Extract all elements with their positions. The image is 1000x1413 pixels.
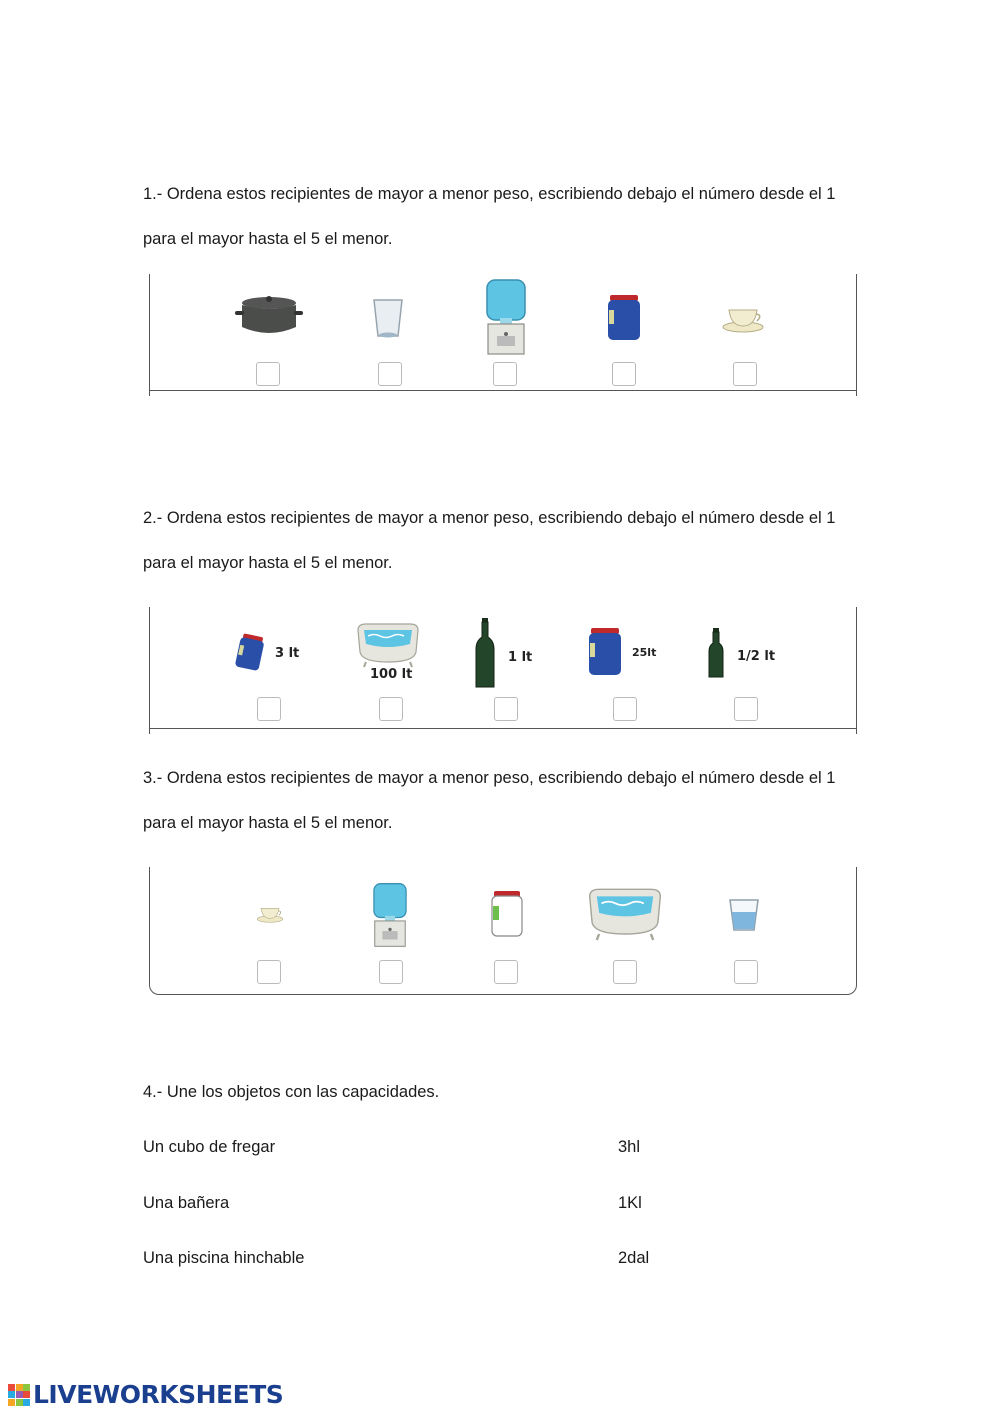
cup-icon [256,904,284,924]
answer-box-3-1[interactable] [257,960,281,984]
question-2 [143,496,863,586]
logo-text: LIVEWORKSHEETS [33,1380,284,1409]
answer-box-3-3[interactable] [494,960,518,984]
cup-icon [721,304,765,334]
question-1 [143,172,863,262]
question-1-line-1: 1.- Ordena estos recipientes de mayor a menor peso, escribiendo debajo el número desde el 1 [143,185,836,203]
jar-icon [587,627,623,677]
capacity-label-3lt: 3 lt [275,646,300,661]
object-label: Una bañera [143,1194,230,1212]
answer-box-1-5[interactable] [733,362,757,386]
answer-box-2-5[interactable] [734,697,758,721]
answer-box-2-3[interactable] [494,697,518,721]
capacity-label: 1Kl [618,1194,642,1212]
water-glass-icon [728,898,760,932]
water-dispenser-icon [485,278,527,356]
question-2-line-2: para el mayor hasta el 5 el menor. [143,554,393,572]
object-label: Una piscina hinchable [143,1249,305,1267]
answer-box-2-2[interactable] [379,697,403,721]
capacity-label-100lt: 100 lt [370,667,413,682]
capacity-label-half-lt: 1/2 lt [737,649,776,664]
jar-icon [606,294,642,342]
answer-box-2-1[interactable] [257,697,281,721]
water-dispenser-icon [372,882,408,948]
small-jar-icon [234,632,266,672]
question-3 [143,756,863,846]
answer-box-3-2[interactable] [379,960,403,984]
question-3-line-2: para el mayor hasta el 5 el menor. [143,814,393,832]
bathtub-icon [354,622,422,668]
capacity-label: 3hl [618,1138,641,1156]
question-4-title: 4.- Une los objetos con las capacidades. [143,1083,440,1101]
capacity-label-25lt: 25lt [632,646,657,659]
glass-jar-icon [490,890,524,938]
pot-icon [234,293,304,343]
answer-box-3-4[interactable] [613,960,637,984]
answer-box-1-1[interactable] [256,362,280,386]
bathtub-icon [585,885,665,943]
bottle-icon [474,617,496,689]
question-1-line-2: para el mayor hasta el 5 el menor. [143,230,393,248]
answer-box-3-5[interactable] [734,960,758,984]
object-label: Un cubo de fregar [143,1138,276,1156]
answer-box-1-3[interactable] [493,362,517,386]
question-2-line-1: 2.- Ordena estos recipientes de mayor a menor peso, escribiendo debajo el número desde el 1 [143,509,836,527]
question-3-line-1: 3.- Ordena estos recipientes de mayor a menor peso, escribiendo debajo el número desde el 1 [143,769,836,787]
glass-icon [372,298,404,340]
capacity-label: 2dal [618,1249,650,1267]
answer-box-2-4[interactable] [613,697,637,721]
logo-grid-icon [8,1384,30,1406]
capacity-label-1lt: 1 lt [508,650,533,665]
answer-box-1-4[interactable] [612,362,636,386]
small-bottle-icon [707,627,725,679]
answer-box-1-2[interactable] [378,362,402,386]
liveworksheets-logo [8,1380,283,1409]
